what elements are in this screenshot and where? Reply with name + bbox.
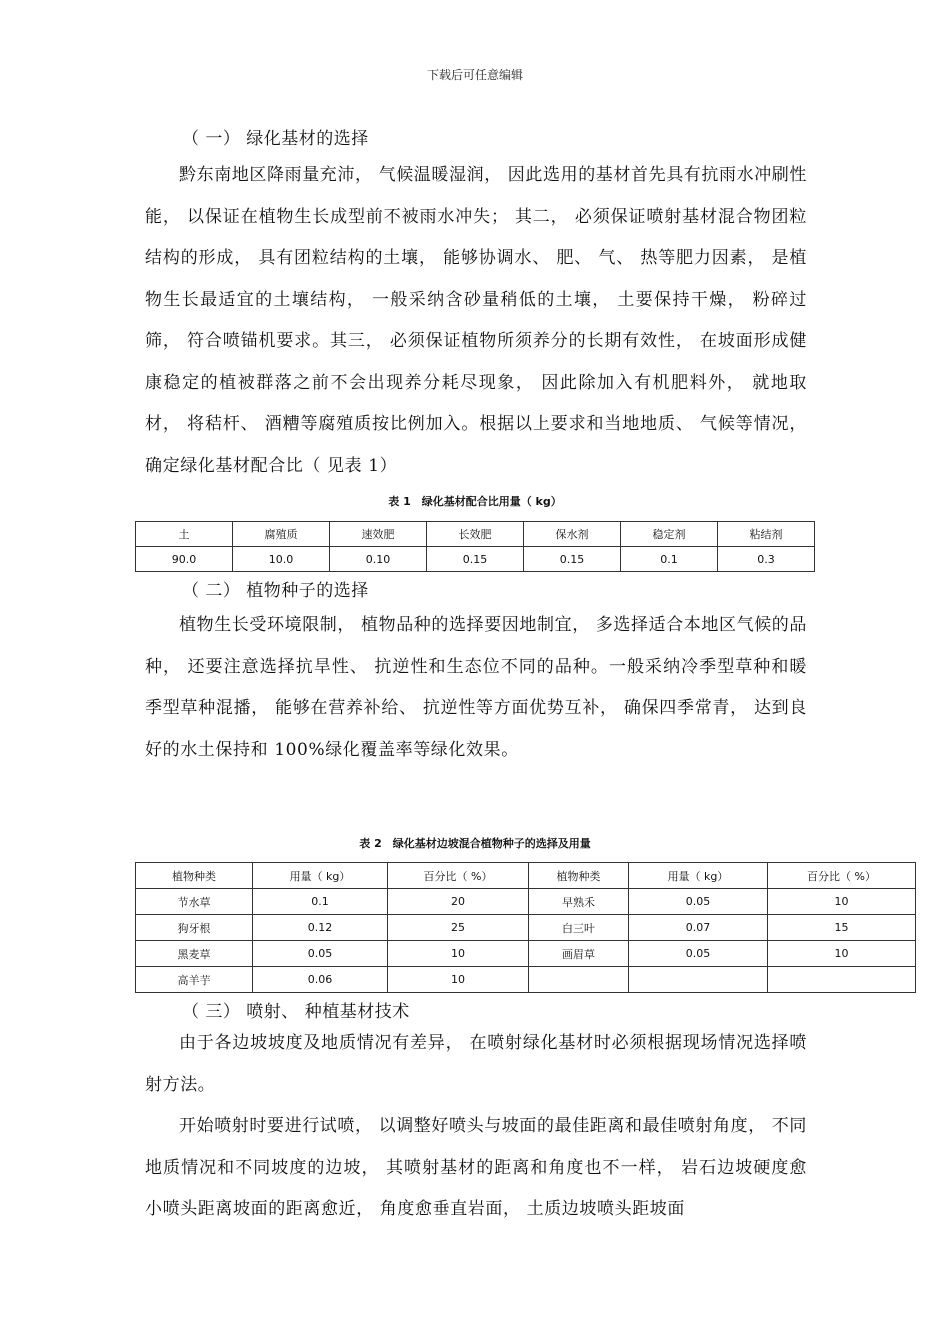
table-cell: 0.05 [253,941,388,967]
table-cell: 10 [768,889,916,915]
table2-header-cell: 百分比（ %） [388,863,529,889]
section1-heading: （ 一） 绿化基材的选择 [182,129,369,149]
table-cell [529,967,629,993]
table1-header-row [136,522,815,547]
table1-value-cell: 0.10 [330,547,427,572]
table-cell: 白三叶 [529,915,629,941]
table-cell [768,967,916,993]
table-cell: 10 [388,967,529,993]
table-cell: 高羊芋 [136,967,253,993]
table2-caption: 表 2 绿化基材边坡混合植物种子的选择及用量 [359,837,591,850]
section3-paragraph1: 由于各边坡坡度及地质情况有差异， 在喷射绿化基材时必须根据现场情况选择喷射方法。 [145,1033,807,1095]
table1-header-cell: 土 [136,522,233,547]
table1-value-cell: 0.15 [524,547,621,572]
table-cell: 画眉草 [529,941,629,967]
section2-paragraph: 植物生长受环境限制， 植物品种的选择要因地制宜， 多选择适合本地区气候的品种， 还要注意选择抗旱性、 抗逆性和生态位不同的品种。一般采纳冷季型草种和暖季型草种混播， 能够在营养补给、 抗逆性等方面优势互补， 确保四季常青， 达到良好的水土保持和 100%绿化覆盖率等绿化效果。 [145,615,808,760]
table2-header-cell: 百分比（ %） [768,863,916,889]
page-header: 下载后可任意编辑 [426,68,523,82]
table1-value-row [136,547,815,572]
table1-header-cell: 腐殖质 [233,522,330,547]
table2-header-cell: 植物种类 [136,863,253,889]
table1-header-cell: 保水剂 [524,522,621,547]
table-cell: 0.06 [253,967,388,993]
section3-heading: （ 三） 喷射、 种植基材技术 [182,1002,410,1022]
table2-header-cell: 植物种类 [529,863,629,889]
section1-paragraph: 黔东南地区降雨量充沛， 气候温暖湿润， 因此选用的基材首先具有抗雨水冲刷性能， 以保证在植物生长成型前不被雨水冲失； 其二， 必须保证喷射基材混合物团粒结构的形成， 具有团粒结构的土壤， 能够协调水、 肥、 气、 热等肥力因素， 是植物生长最适宜的土壤结构， 一般采纳含砂量稍低的土壤， 土要保持干燥， 粉碎过筛， 符合喷锚机要求。其三， 必须保证植物所须养分的长期有效性， 在坡面形成健康稳定的植被群落之前不会出现养分耗尽现象， 因此除加入有机肥料外， 就地取材， 将秸杆、 酒糟等腐殖质按比例加入。根据以上要求和当地地质、 气候等情况， 确定绿化基材配合比（ 见表 1） [145,165,808,476]
table1-header-cell: 粘结剂 [718,522,815,547]
table-row [136,889,916,915]
table1-header-cell: 稳定剂 [621,522,718,547]
table-cell: 早熟禾 [529,889,629,915]
table1-header-cell: 速效肥 [330,522,427,547]
table2-header-row [136,863,916,889]
table1-value-cell: 0.15 [427,547,524,572]
table1-header-cell: 长效肥 [427,522,524,547]
table-row [136,967,916,993]
table-cell: 10 [768,941,916,967]
table1-value-cell: 10.0 [233,547,330,572]
section2-heading: （ 二） 植物种子的选择 [182,581,369,601]
table-cell: 节水草 [136,889,253,915]
table-row [136,941,916,967]
table1-value-cell: 0.3 [718,547,815,572]
table-cell: 0.12 [253,915,388,941]
table-cell: 0.1 [253,889,388,915]
table-cell: 狗牙根 [136,915,253,941]
table1-value-cell: 90.0 [136,547,233,572]
table2 [135,862,916,993]
table-cell: 25 [388,915,529,941]
table-cell: 15 [768,915,916,941]
table2-header-cell: 用量（ kg） [253,863,388,889]
table1-caption: 表 1 绿化基材配合比用量（ kg） [388,495,562,508]
table1 [135,521,815,572]
section3-paragraph2: 开始喷射时要进行试喷， 以调整好喷头与坡面的最佳距离和最佳喷射角度， 不同地质情况和不同坡度的边坡， 其喷射基材的距离和角度也不一样， 岩石边坡硬度愈小喷头距离坡面的距离愈近， 角度愈垂直岩面， 土质边坡喷头距坡面 [145,1116,808,1219]
table-row [136,915,916,941]
table1-value-cell: 0.1 [621,547,718,572]
table-cell: 10 [388,941,529,967]
table-cell: 0.07 [629,915,768,941]
table-cell: 黑麦草 [136,941,253,967]
table-cell: 20 [388,889,529,915]
table-cell: 0.05 [629,889,768,915]
table-cell: 0.05 [629,941,768,967]
table-cell [629,967,768,993]
table2-header-cell: 用量（ kg） [629,863,768,889]
